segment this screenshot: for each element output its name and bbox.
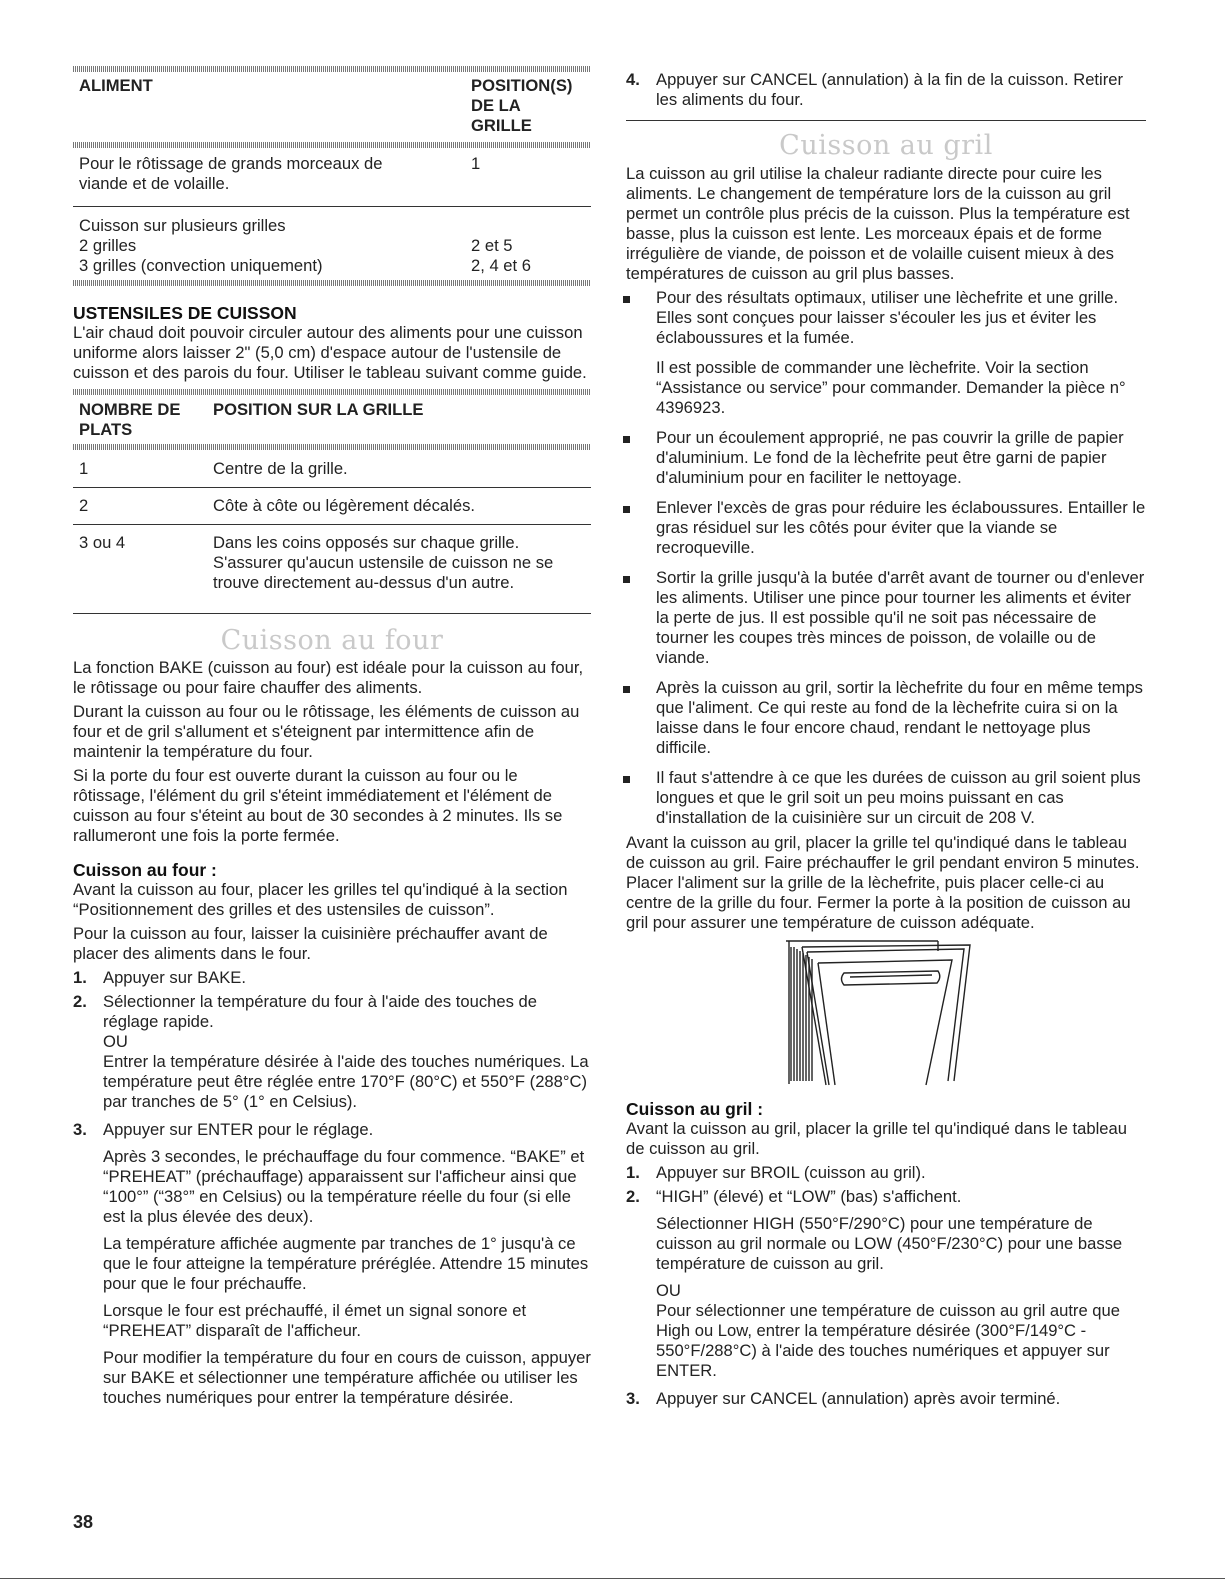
rack-table-body (73, 154, 591, 194)
oven-door-broil-position-illustration (626, 939, 1146, 1089)
step-number: 1. (626, 1163, 640, 1182)
utensils-table (73, 400, 591, 440)
step-text: Appuyer sur ENTER pour le réglage. (103, 1120, 374, 1139)
page-number: 38 (73, 1512, 94, 1532)
col-header-count: NOMBRE DE PLATS (79, 400, 181, 439)
bake-paragraph: La fonction BAKE (cuisson au four) est idéale pour la cuisson au four, le rôtissage ou pour faire chauffer des aliments. (73, 658, 584, 697)
step-number: 4. (626, 70, 640, 89)
table-row (73, 154, 591, 194)
position-cell: Dans les coins opposés sur chaque grille. S'assurer qu'aucun ustensile de cuisson ne se trouve directement au-dessus d'un autre. (213, 533, 554, 592)
utensils-table-row2 (73, 496, 591, 516)
bullet-text: Pour des résultats optimaux, utiliser une lèchefrite et une grille. Elles sont conçues pour laisser s'écouler les jus et éviter les éclaboussures et la fumée. (656, 288, 1119, 347)
bullet-text: Enlever l'excès de gras pour réduire les éclaboussures. Entailler le gras résiduel sur les côtés pour éviter que la viande se recroqueville. (656, 498, 1146, 557)
bake-subheading: Cuisson au four : (73, 860, 217, 880)
list-item (626, 1187, 1146, 1381)
page-bottom-rule (0, 1578, 1225, 1579)
position-cell: 1 (471, 154, 481, 173)
table-top-rule (73, 389, 591, 395)
count-cell: 1 (79, 459, 89, 478)
row-divider (73, 487, 591, 488)
bullet-text: Pour un écoulement approprié, ne pas couvrir la grille de papier d'aluminium. Le fond de la lèchefrite peut être garni de papier d'aluminium pour en faciliter le nettoyage. (656, 428, 1124, 487)
table-row (73, 533, 591, 593)
list-item (73, 968, 591, 988)
list-item (626, 768, 1146, 828)
bullet-icon (626, 568, 656, 668)
bullet-text: Après la cuisson au gril, sortir la lèchefrite du four en même temps que l'aliment. Ce qui reste au fond de la lèchefrite cuira si on la laisse dans le four encore chaud, rendant le nettoyage plus difficile. (656, 678, 1143, 757)
rack-position-table (73, 76, 591, 136)
position-cell: 2 et 5 2, 4 et 6 (471, 236, 531, 275)
list-item (626, 288, 1146, 418)
food-cell: Cuisson sur plusieurs grilles 2 grilles 3 grilles (convection uniquement) (79, 216, 323, 275)
bullet-icon (626, 498, 656, 558)
position-cell: Centre de la grille. (213, 459, 348, 478)
step-note: Lorsque le four est préchauffé, il émet un signal sonore et “PREHEAT” disparaît de l'afficheur. (103, 1301, 527, 1340)
step-number: 2. (73, 992, 87, 1011)
bake-paragraph: Si la porte du four est ouverte durant la cuisson au four ou le rôtissage, l'élément du gril s'éteint immédiatement et l'élément de cuisson au four s'éteint au bout de 30 secondes à 2 minutes. Ils se rallumeront une fois la porte fermée. (73, 766, 563, 845)
bake-paragraph: Pour la cuisson au four, laisser la cuisinière préchauffer avant de placer des aliments dans le four. (73, 924, 548, 963)
col-header-food: ALIMENT (79, 76, 153, 95)
step-number: 3. (626, 1389, 640, 1408)
broil-heading: Cuisson au gril (779, 130, 993, 161)
table-top-rule (73, 66, 591, 72)
count-cell: 2 (79, 496, 89, 515)
list-item (626, 568, 1146, 668)
row-divider (73, 524, 591, 525)
step-text: Appuyer sur CANCEL (annulation) à la fin de la cuisson. Retirer les aliments du four. (656, 70, 1123, 109)
table-row (73, 459, 591, 479)
right-column (626, 0, 1146, 1409)
list-item (626, 678, 1146, 758)
position-cell: Côte à côte ou légèrement décalés. (213, 496, 475, 515)
step-text: Appuyer sur BROIL (cuisson au gril). (656, 1163, 926, 1182)
row-divider (73, 206, 591, 207)
step-note: Après 3 secondes, le préchauffage du four commence. “BAKE” et “PREHEAT” (préchauffage) apparaissent sur l'afficheur ainsi que “100°” (“38°” en Celsius) ou la température réelle du four (si elle est la plus élevée des deux). (103, 1147, 585, 1226)
table-header-rule (73, 444, 591, 450)
list-item (626, 70, 1146, 110)
step-note: La température affichée augmente par tranches de 1° jusqu'à ce que le four atteigne la température préréglée. Attendre 15 minutes pour que le four préchauffe. (103, 1234, 589, 1293)
step-text: Appuyer sur BAKE. (103, 968, 246, 987)
rack-table-body-2 (73, 216, 591, 276)
list-item (73, 1120, 591, 1408)
bake-heading: Cuisson au four (220, 625, 444, 656)
bullet-text: Sortir la grille jusqu'à la butée d'arrêt avant de tourner ou d'enlever les aliments. Utiliser une pince pour tourner les aliments et éviter la perte de jus. Il est possible qu'il ne soit pas nécessaire de tourner les coupes très minces de poisson, de volaille ou de viande. (656, 568, 1145, 667)
step-number: 1. (73, 968, 87, 987)
broil-paragraph: Avant la cuisson au gril, placer la grille tel qu'indiqué dans le tableau de cuisson au gril. Faire préchauffer le gril pendant environ 5 minutes. Placer l'aliment sur la grille de la lèchefrite, puis placer celle-ci au centre de la grille du four. Fermer la porte à la position de cuisson au gril pour assurer une température de cuisson adéquate. (626, 833, 1140, 932)
step-number: 3. (73, 1120, 87, 1139)
list-item (626, 1389, 1146, 1409)
broil-paragraph: Avant la cuisson au gril, placer la grille tel qu'indiqué dans le tableau de cuisson au gril. (626, 1119, 1127, 1158)
utensils-table-row3 (73, 533, 591, 593)
step-note: Pour modifier la température du four en cours de cuisson, appuyer sur BAKE et sélectionner une température affichée ou utiliser les touches numériques pour entrer la température désirée. (103, 1348, 591, 1407)
bullet-icon (626, 768, 656, 828)
section-divider (73, 613, 591, 614)
broil-subheading: Cuisson au gril : (626, 1099, 764, 1119)
list-item (626, 1163, 1146, 1183)
bake-paragraph: Durant la cuisson au four ou le rôtissage, les éléments de cuisson au four et de gril s'allument et s'éteignent par intermittence afin de maintenir la température du four. (73, 702, 580, 761)
left-column (73, 0, 591, 1408)
step-note: OU Pour sélectionner une température de cuisson au gril autre que High ou Low, entrer la température désirée (300°F/149°C - 550°F/288°C) à l'aide des touches numériques et appuyer sur ENTER. (656, 1281, 1120, 1380)
list-item (73, 992, 591, 1112)
step-text: Appuyer sur CANCEL (annulation) après avoir terminé. (656, 1389, 1061, 1408)
bullet-icon (626, 428, 656, 488)
utensils-table-body (73, 459, 591, 479)
col-header-rack-position: POSITION SUR LA GRILLE (213, 400, 424, 419)
col-header-position: POSITION(S) DE LA GRILLE (471, 76, 573, 135)
broil-paragraph: La cuisson au gril utilise la chaleur radiante directe pour cuire les aliments. Le changement de température lors de la cuisson au gril permet un contrôle plus précis de la cuisson. Plus la température est basse, plus la cuisson est lente. Les morceaux épais et de forme irrégulière de viande, de poisson et de volaille cuisent mieux à des températures de cuisson au gril plus basses. (626, 164, 1130, 283)
table-header-rule (73, 142, 591, 148)
list-item (626, 428, 1146, 488)
step-note: Sélectionner HIGH (550°F/290°C) pour une température de cuisson au gril normale ou LOW (450°F/230°C) pour une basse température de cuisson au gril. (656, 1214, 1123, 1273)
step-text: “HIGH” (élevé) et “LOW” (bas) s'affichent. (656, 1187, 962, 1206)
table-bottom-rule (73, 280, 591, 286)
step-text: Sélectionner la température du four à l'aide des touches de réglage rapide. OU Entrer la température désirée à l'aide des touches numériques. La température peut être réglée entre 170°F (80°C) et 550°F (288°C) par tranches de 5° (1° en Celsius). (103, 992, 589, 1111)
section-divider (626, 120, 1146, 121)
table-row (73, 496, 591, 516)
step-number: 2. (626, 1187, 640, 1206)
bullet-icon (626, 678, 656, 758)
count-cell: 3 ou 4 (79, 533, 126, 552)
bullet-text: Il faut s'attendre à ce que les durées de cuisson au gril soient plus longues et que le gril soit un peu moins puissant en cas d'installation de la cuisinière sur un circuit de 208 V. (656, 768, 1141, 827)
bake-paragraph: Avant la cuisson au four, placer les grilles tel qu'indiqué à la section “Positionnement des grilles et des ustensiles de cuisson”. (73, 880, 568, 919)
table-row (73, 216, 591, 276)
food-cell: Pour le rôtissage de grands morceaux de viande et de volaille. (79, 154, 383, 193)
list-item (626, 498, 1146, 558)
bullet-icon (626, 288, 656, 418)
utensils-title: USTENSILES DE CUISSON (73, 303, 297, 323)
bullet-note: Il est possible de commander une lèchefrite. Voir la section “Assistance ou service” pour commander. Demander la pièce n° 4396923. (656, 358, 1126, 417)
utensils-intro: L'air chaud doit pouvoir circuler autour des aliments pour une cuisson uniforme alors laisser 2" (5,0 cm) d'espace autour de l'ustensile de cuisson et des parois du four. Utiliser le tableau suivant comme guide. (73, 323, 587, 382)
